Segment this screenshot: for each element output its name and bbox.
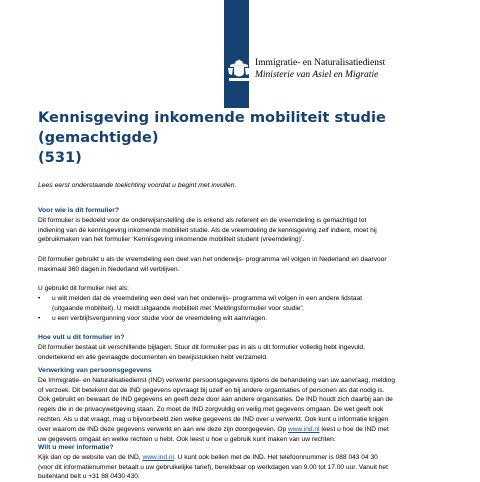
- text-line: U gebruikt dit formulier niet als:: [38, 285, 129, 293]
- section-voor-wie: [38, 206, 458, 324]
- text-line: maximaal 360 dagen in Nederland wil verblijven.: [38, 265, 180, 273]
- text-line: of verzoek. Dit betekent dat de IND gegevens opvraagt bij uzelf en bij andere organisaties of personen als dat nodig is.: [38, 386, 385, 394]
- intro-text: Lees eerst onderstaande toelichting voordat u begint met invullen.: [38, 182, 237, 189]
- text-fragment: leest u hoe de IND met: [319, 425, 389, 433]
- text-line: rechten. Als u dat vraagt, mag u bijvoorbeeld zien welke gegevens de IND over u verwerkt. Ook kunt u informatie krijgen: [38, 415, 389, 423]
- list-item: [38, 294, 458, 314]
- text-line: [38, 453, 458, 463]
- section-invullen: [38, 333, 458, 362]
- org-name: Immigratie- en Naturalisatiedienst: [255, 58, 386, 68]
- bullet-text: (uitgaande mobiliteit). U meldt uitgaande mobiliteit met ‘Meldingsformulier voor studie’;: [52, 304, 304, 312]
- bullet-text: u wilt melden dat de vreemdeling een deel van het onderwijs- programma wil volgen in een andere lidstaat: [52, 295, 363, 303]
- text-line: [38, 425, 458, 435]
- ministry-name: Ministerie van Asiel en Migratie: [255, 70, 379, 80]
- bullet-text: u een verblijfsvergunning voor studie voor de vreemdeling wilt aanvragen.: [52, 314, 268, 322]
- title-line-1: Kennisgeving inkomende mobiliteit studie (gemachtigde): [38, 109, 386, 146]
- text-line: gebruikmaken van het formulier ‘Kennisgeving inkomende mobiliteit student (vreemdeling)’.: [38, 236, 305, 244]
- dutch-coat-of-arms-icon: [226, 58, 252, 84]
- list-item: [38, 314, 458, 324]
- ind-website-link[interactable]: www.ind.nl: [142, 453, 174, 461]
- text-fragment: Kijk dan op de website van de IND,: [38, 453, 143, 461]
- text-fragment: over waarom de IND deze gegevens verwerkt en aan wie deze zijn doorgegeven. Op: [38, 425, 288, 433]
- text-fragment: . U kunt ook bellen met de IND. Het telefoonnummer is 088 043 04 30: [174, 453, 378, 461]
- government-ribbon: [224, 0, 249, 108]
- section-informatie: [38, 443, 458, 482]
- text-line: ondertekend en alle gevraagde documenten en bewijsstukken hebt verzameld.: [38, 353, 268, 361]
- ind-website-link[interactable]: www.ind.nl: [287, 425, 320, 433]
- text-line: Dit formulier bestaat uit verschillende bijlagen. Stuur dit formulier pas in als u dit formulier volledig hebt ingevuld,: [38, 343, 365, 351]
- text-line: (voor dit informatienummer betaalt u uw gebruikelijke tarief), bereikbaar op werkdagen van 9.00 tot 17.00 uur. Vanuit het: [38, 463, 388, 471]
- text-line: Dit formulier is bedoeld voor de onderwijsinstelling die is erkend als referent en de vreemdeling is gemachtigd tot: [38, 216, 367, 224]
- text-line: buitenland belt u +31 88 0430 430.: [38, 473, 140, 481]
- section-heading: Hoe vult u dit formulier in?: [38, 334, 125, 341]
- bullet-list: [38, 294, 458, 323]
- bullet-icon: •: [38, 295, 41, 303]
- section-heading: Verwerking van persoonsgegevens: [38, 367, 152, 374]
- section-persoonsgegevens: [38, 366, 458, 444]
- page-title: [38, 108, 448, 168]
- section-heading: Voor wie is dit formulier?: [38, 207, 120, 214]
- section-heading: Wilt u meer informatie?: [38, 444, 114, 451]
- text-line: De Immigratie- en Naturalisatiedienst (IND) verwerkt persoonsgegevens tijdens de behandeling van uw aanvraag, melding: [38, 376, 395, 384]
- text-line: uw gegevens omgaat en welke rechten u hebt. Ook leest u hoe u gebruik kunt maken van uw rechten.: [38, 435, 336, 443]
- title-line-2: (531): [38, 149, 82, 166]
- bullet-icon: •: [38, 314, 41, 322]
- text-line: Ook gebruikt en bewaart de IND gegevens en geeft deze door aan andere organisaties. De IND houdt zich daarbij aan de: [38, 396, 393, 404]
- text-line: indiening van de kennisgeving inkomende mobiliteit studie. Als de vreemdeling de kennisgeving zelf indient, moet hij: [38, 226, 377, 234]
- text-line: Dit formulier gebruikt u als de vreemdeling een deel van het onderwijs- programma wil volgen in Nederland en daarvoor: [38, 255, 387, 263]
- text-line: regels die in de privacywetgeving staan. Zo moet de IND zorgvuldig en veilig met gegevens omgaan. De wet geeft ook: [38, 406, 384, 414]
